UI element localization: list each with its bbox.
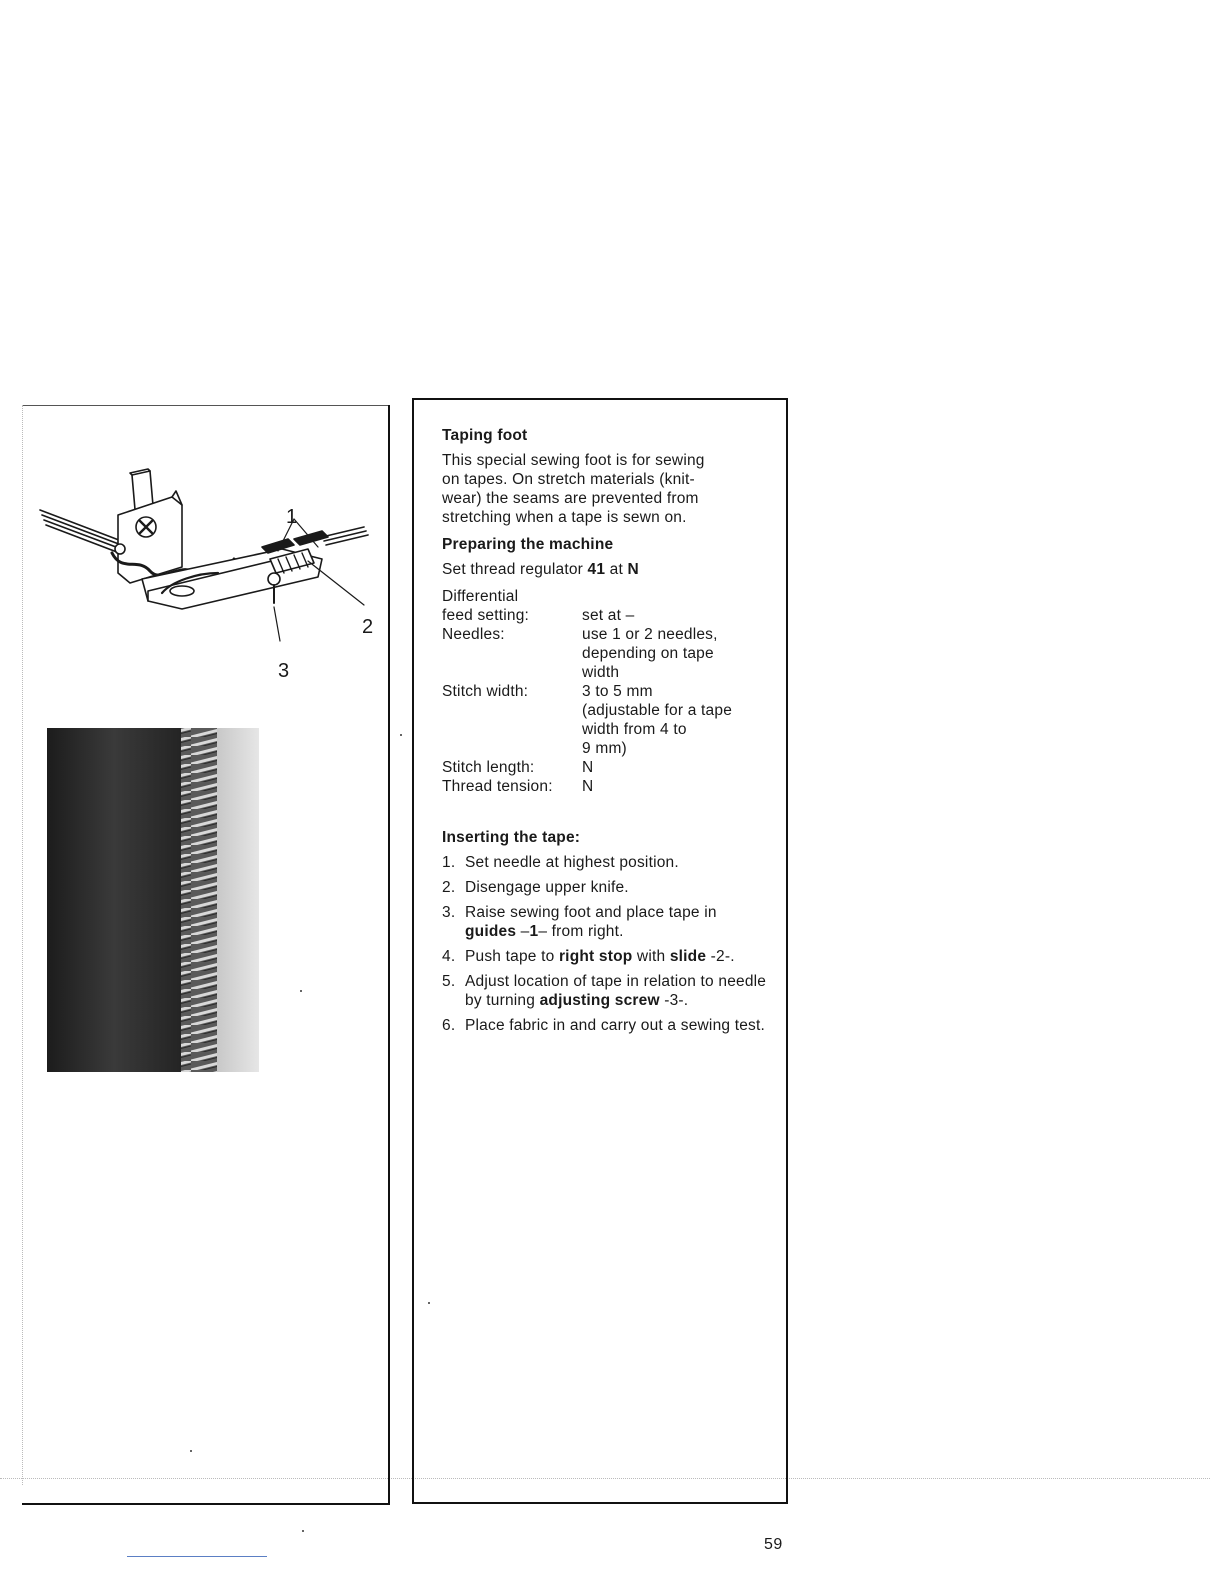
setting-value: 3 to 5 mm [582,683,653,700]
step-bold-term: adjusting [539,992,611,1009]
list-item [442,947,772,966]
step-text-part: Push tape to [465,948,559,965]
regulator-value: N [627,561,639,578]
step-number: 5. [442,973,456,990]
list-item [442,972,772,1010]
list-item [442,903,772,941]
setting-label: Stitch width: [442,683,529,700]
left-bottom-rule [22,1503,390,1505]
taping-foot-diagram [22,455,382,695]
step-text [465,972,772,1010]
instructions-column [442,426,772,1041]
intro-line: wear) the seams are prevented from [442,490,699,507]
regulator-at: at [605,561,628,578]
step-text-part: -3-. [659,992,689,1009]
setting-label: Stitch length: [442,759,535,776]
setting-stitch-width [442,682,772,758]
step-text [465,903,772,941]
inserting-steps [442,853,772,1035]
callout-label-1: 1 [286,506,298,528]
step-text: Set needle at highest position. [465,854,679,871]
callout-label-3: 3 [278,660,290,682]
setting-label: Needles: [442,626,505,643]
setting-value: N [582,778,594,795]
step-number: 4. [442,948,456,965]
intro-paragraph [442,451,772,527]
setting-value [582,587,772,606]
setting-label: Thread tension: [442,778,553,795]
blue-rule [127,1556,267,1557]
list-item [442,853,772,872]
step-bold-term: slide [669,948,707,965]
setting-label: Differential [442,588,519,605]
regulator-number: 41 [587,561,606,578]
scan-speck [190,1450,192,1452]
callout-label-2: 2 [362,616,374,638]
regulator-prefix: Set thread regulator [442,561,588,578]
left-side-rule [388,405,390,1505]
scan-speck [302,1530,304,1532]
intro-line: stretching when a tape is sewn on. [442,509,687,526]
intro-line: on tapes. On stretch materials (knit- [442,471,695,488]
setting-value: N [582,759,594,776]
step-bold-term: guides [465,923,517,940]
setting-label: feed setting: [442,607,530,624]
setting-value: use 1 or 2 needles, [582,626,718,643]
step-text-part: – [516,923,530,940]
left-top-rule [22,405,388,406]
list-item [442,878,772,897]
setting-value: width from 4 to [582,721,687,738]
scan-speck [428,1302,430,1304]
step-bold-term: 1 [529,923,539,940]
step-text-part: – from right. [538,923,624,940]
list-item [442,1016,772,1035]
step-text-part: with [632,948,670,965]
setting-value: (adjustable for a tape [582,702,733,719]
setting-value: depending on tape [582,645,714,662]
setting-value: width [582,664,620,681]
intro-line: This special sewing foot is for sewing [442,452,705,469]
step-text-part: -2-. [706,948,735,965]
section-title: Taping foot [442,427,528,444]
setting-stitch-length [442,758,772,777]
scan-speck [300,990,302,992]
setting-differential-feed [442,587,772,625]
step-text-part: Adjust location of tape in relation to needle by turning [465,973,767,1009]
step-number: 3. [442,904,456,921]
sewn-tape-photo [47,728,259,1072]
scan-speck [400,734,402,736]
step-number: 2. [442,879,456,896]
step-text [465,947,735,966]
settings-table [442,587,772,796]
setting-needles [442,625,772,682]
step-text: Place fabric in and carry out a sewing test. [465,1017,766,1034]
setting-value: set at – [582,607,635,624]
step-bold-term: right stop [558,948,633,965]
step-text: Disengage upper knife. [465,879,629,896]
preparing-heading: Preparing the machine [442,536,614,553]
step-number: 6. [442,1017,456,1034]
thread-regulator-instruction [442,560,772,579]
step-number: 1. [442,854,456,871]
inserting-heading: Inserting the tape: [442,829,581,846]
page-number: 59 [764,1536,783,1553]
step-text-part: Raise sewing foot and place tape in [465,904,717,921]
setting-value: 9 mm) [582,740,627,757]
step-bold-term: screw [614,992,660,1009]
setting-thread-tension [442,777,772,796]
